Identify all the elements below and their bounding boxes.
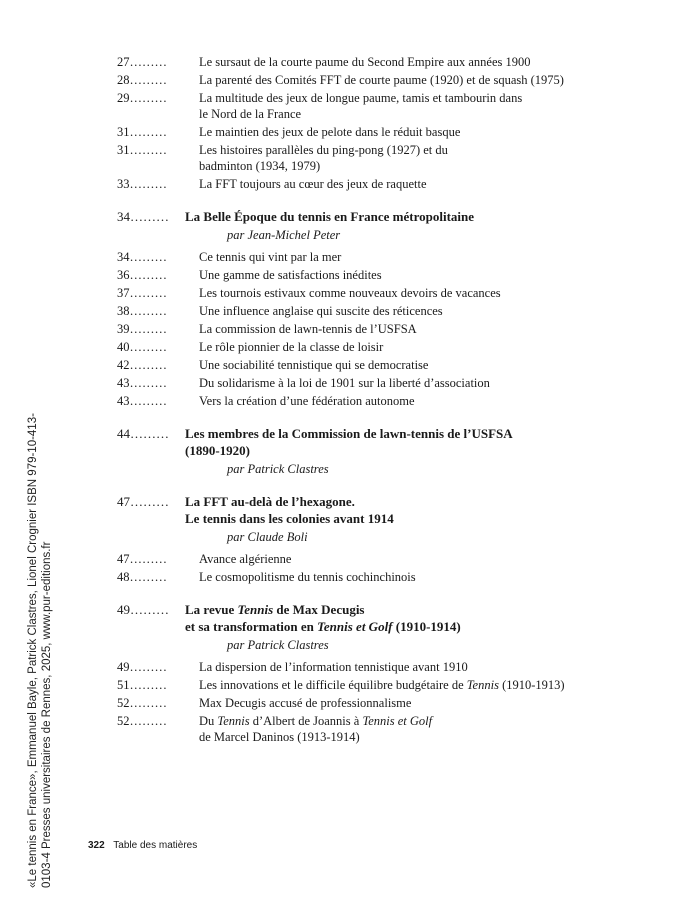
toc-entry-title: Avance algérienne	[199, 552, 292, 566]
title-part: et sa transformation en	[185, 619, 318, 634]
toc-entry-title: La FFT toujours au cœur des jeux de raquette	[199, 177, 427, 191]
toc-entry	[117, 267, 637, 283]
toc-entry	[117, 357, 637, 373]
toc-chapter	[117, 601, 637, 635]
toc-entry-title: La dispersion de l’information tennistique avant 1910	[199, 660, 468, 674]
toc-chapter-title: Les membres de la Commission de lawn-tennis de l’USFSA (1890-1920)	[185, 426, 512, 458]
page-footer	[88, 840, 197, 851]
toc-entry	[117, 124, 637, 140]
toc-page-number: 40………	[117, 340, 167, 354]
toc-author: par Patrick Clastres	[227, 462, 329, 476]
toc-entry	[117, 695, 637, 711]
toc-chapter-title	[185, 493, 637, 527]
toc-page-number: 49………	[117, 660, 167, 674]
toc-chapter	[117, 493, 637, 527]
toc-entry-title: Le sursaut de la courte paume du Second Empire aux années 1900	[199, 55, 531, 69]
title-part: (1910-1914)	[392, 619, 461, 634]
toc-author: par Patrick Clastres	[227, 638, 329, 652]
toc-entry-title: La multitude des jeux de longue paume, tamis et tambourin dans le Nord de la France	[199, 91, 523, 121]
toc-chapter	[117, 208, 637, 225]
toc-entry	[117, 303, 637, 319]
toc-entry	[117, 677, 637, 693]
toc-page-number: 34………	[117, 250, 167, 264]
toc-page-number: 49………	[117, 602, 169, 617]
toc-page-number: 43………	[117, 376, 167, 390]
toc-entry-title: La commission de lawn-tennis de l’USFSA	[199, 322, 417, 336]
toc-page-number: 44………	[117, 426, 169, 441]
toc-entry	[117, 569, 637, 585]
toc-page-number: 42………	[117, 358, 167, 372]
toc-entry-title: Les tournois estivaux comme nouveaux devoirs de vacances	[199, 286, 501, 300]
toc-entry-title: Une influence anglaise qui suscite des réticences	[199, 304, 443, 318]
table-of-contents	[117, 54, 637, 747]
toc-entry-title	[185, 713, 637, 745]
toc-page-number: 31………	[117, 125, 167, 139]
toc-page-number: 27………	[117, 55, 167, 69]
toc-entry-title: Une gamme de satisfactions inédites	[199, 268, 382, 282]
toc-entry	[117, 339, 637, 355]
toc-page-number: 48………	[117, 570, 167, 584]
toc-entry	[117, 54, 637, 70]
journal-title: Tennis et Golf	[317, 619, 393, 634]
toc-entry-title: Le cosmopolitisme du tennis cochinchinois	[199, 570, 416, 584]
toc-page-number: 34………	[117, 209, 169, 224]
toc-entry	[117, 551, 637, 567]
page-number: 322	[88, 840, 105, 851]
title-part: La revue	[185, 602, 238, 617]
toc-entry	[117, 713, 637, 745]
toc-page-number: 52………	[117, 714, 167, 728]
toc-page-number: 47………	[117, 552, 167, 566]
toc-page-number: 29………	[117, 91, 167, 105]
toc-entry-title: Du solidarisme à la loi de 1901 sur la liberté d’association	[199, 376, 490, 390]
toc-page-number: 52………	[117, 696, 167, 710]
toc-chapter-title-line: La FFT au-delà de l’hexagone.	[185, 494, 355, 509]
toc-entry-title: Une sociabilité tennistique qui se democratise	[199, 358, 429, 372]
running-footer-label: Table des matières	[113, 840, 198, 851]
toc-page-number: 39………	[117, 322, 167, 336]
toc-page-number: 38………	[117, 304, 167, 318]
toc-page-number: 47………	[117, 494, 169, 509]
journal-title: Tennis	[217, 714, 250, 728]
journal-title: Tennis	[466, 678, 499, 692]
toc-entry-title: Max Decugis accusé de professionnalisme	[199, 696, 412, 710]
toc-page-number: 33………	[117, 177, 167, 191]
copyright-sidebar: «Le tennis en France», Emmanuel Bayle, Patrick Clastres, Lionel Crognier ISBN 979-10-413-0103-4 Presses universitaires de Rennes, 2025, www.pur-editions.fr	[27, 413, 53, 888]
toc-entry	[117, 285, 637, 301]
toc-page-number: 28………	[117, 73, 167, 87]
toc-entry	[117, 375, 637, 391]
toc-page-number: 51………	[117, 678, 167, 692]
toc-page-number: 37………	[117, 286, 167, 300]
toc-entry	[117, 393, 637, 409]
toc-chapter-title: La Belle Époque du tennis en France métropolitaine	[185, 209, 475, 224]
toc-entry-title: Vers la création d’une fédération autonome	[199, 394, 415, 408]
toc-entry	[117, 176, 637, 192]
title-part: d’Albert de Joannis à	[249, 714, 363, 728]
toc-entry-title: Les histoires parallèles du ping-pong (1927) et du badminton (1934, 1979)	[199, 143, 448, 173]
toc-page-number: 31………	[117, 143, 167, 157]
toc-entry	[117, 142, 637, 174]
toc-entry-title: Ce tennis qui vint par la mer	[199, 250, 342, 264]
journal-title: Tennis	[237, 602, 274, 617]
toc-entry	[117, 659, 637, 675]
toc-entry	[117, 249, 637, 265]
toc-entry-title: La parenté des Comités FFT de courte paume (1920) et de squash (1975)	[199, 73, 564, 87]
toc-page-number: 36………	[117, 268, 167, 282]
title-part: Du	[199, 714, 218, 728]
journal-title: Tennis et Golf	[362, 714, 433, 728]
toc-entry-title: Le rôle pionnier de la classe de loisir	[199, 340, 384, 354]
toc-entry	[117, 72, 637, 88]
toc-chapter	[117, 425, 637, 459]
toc-page-number: 43………	[117, 394, 167, 408]
toc-entry-title: Le maintien des jeux de pelote dans le réduit basque	[199, 125, 461, 139]
toc-chapter-title	[185, 601, 637, 635]
title-part: Les innovations et le difficile équilibre budgétaire de	[199, 678, 467, 692]
toc-entry	[117, 321, 637, 337]
title-part: de Max Decugis	[273, 602, 365, 617]
toc-chapter-title-line: Le tennis dans les colonies avant 1914	[185, 511, 394, 526]
toc-author: par Jean-Michel Peter	[227, 228, 341, 242]
toc-author: par Claude Boli	[227, 530, 308, 544]
toc-entry	[117, 90, 637, 122]
title-part: (1910-1913)	[498, 678, 565, 692]
toc-entry-title	[185, 677, 637, 693]
title-part: de Marcel Daninos (1913-1914)	[199, 730, 360, 744]
